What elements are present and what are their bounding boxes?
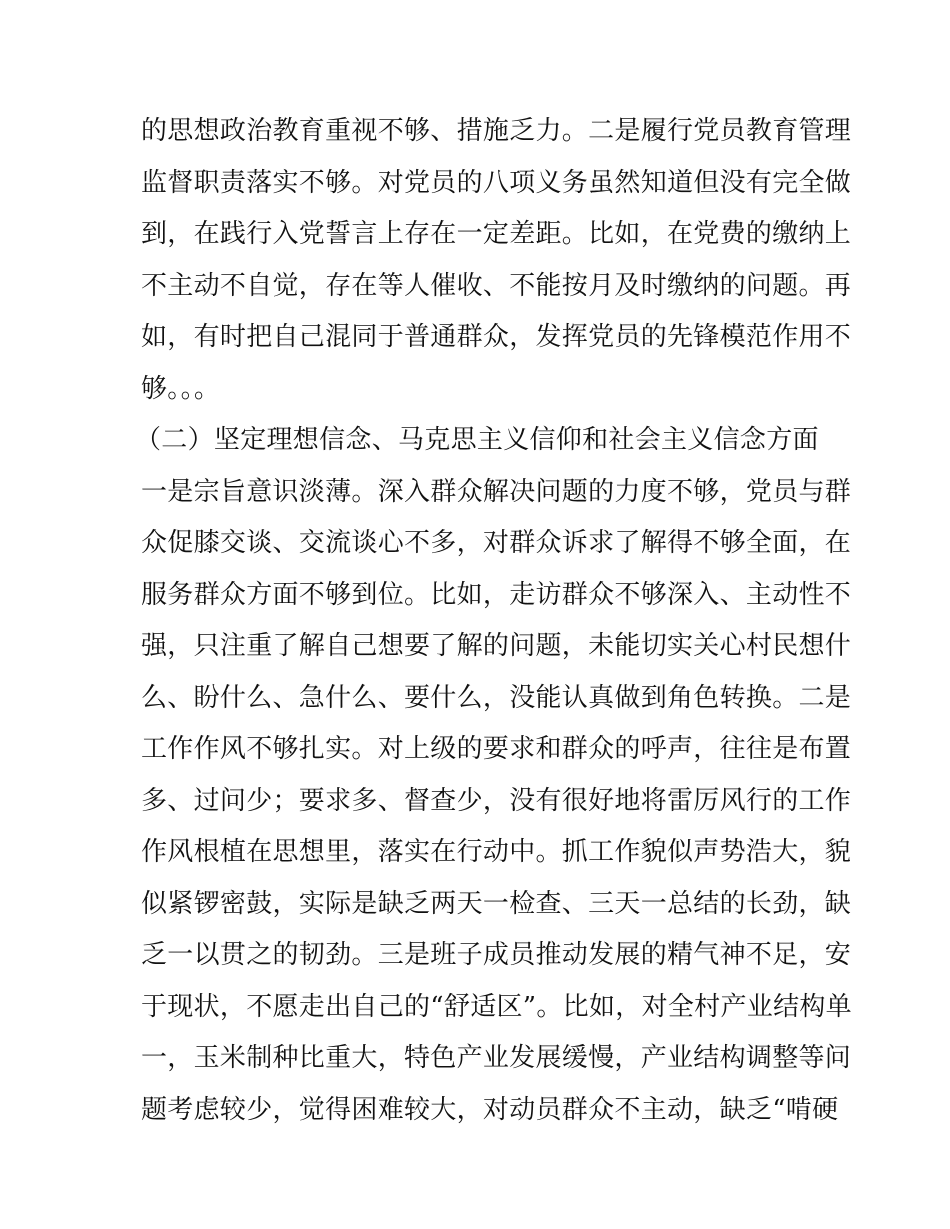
text-line: 于现状，不愿走出自己的“舒适区”。比如，对全村产业结构单: [141, 991, 852, 1022]
text-line: 作风根植在思想里，落实在行动中。抓工作貌似声势浩大，貌: [141, 837, 852, 867]
text-line: 一是宗旨意识淡薄。深入群众解决问题的力度不够，党员与群: [141, 476, 852, 507]
text-line: 不主动不自觉，存在等人催收、不能按月及时缴纳的问题。再: [141, 270, 852, 301]
text-line: 如，有时把自己混同于普通群众，发挥党员的先锋模范作用不: [141, 322, 852, 352]
text-line: 的思想政治教育重视不够、措施乏力。二是履行党员教育管理: [141, 116, 852, 146]
text-line: 似紧锣密鼓，实际是缺乏两天一检查、三天一总结的长劲，缺: [141, 888, 852, 919]
document-body: [135, 106, 852, 1136]
text-line: 监督职责落实不够。对党员的八项义务虽然知道但没有完全做: [141, 167, 852, 198]
section-heading: （二）坚定理想信念、马克思主义信仰和社会主义信念方面: [135, 425, 819, 455]
text-line: 强，只注重了解自己想要了解的问题，未能切实关心村民想什: [141, 631, 852, 661]
text-line: 乏一以贯之的韧劲。三是班子成员推动发展的精气神不足，安: [141, 940, 852, 970]
text-line: 么、盼什么、急什么、要什么，没能认真做到角色转换。二是: [141, 682, 852, 713]
text-line: 服务群众方面不够到位。比如，走访群众不够深入、主动性不: [141, 579, 852, 610]
text-line: 到，在践行入党誓言上存在一定差距。比如，在党费的缴纳上: [141, 219, 852, 249]
text-line: 够。。。: [141, 373, 221, 404]
text-line: 一，玉米制种比重大，特色产业发展缓慢，产业结构调整等问: [141, 1043, 852, 1073]
text-line: 多、过问少；要求多、督查少，没有很好地将雷厉风行的工作: [141, 785, 852, 816]
text-line: 众促膝交谈、交流谈心不多，对群众诉求了解得不够全面，在: [141, 528, 852, 558]
text-line: 题考虑较少，觉得困难较大，对动员群众不主动，缺乏“啃硬: [141, 1094, 839, 1125]
text-line: 工作作风不够扎实。对上级的要求和群众的呼声，往往是布置: [141, 734, 852, 764]
